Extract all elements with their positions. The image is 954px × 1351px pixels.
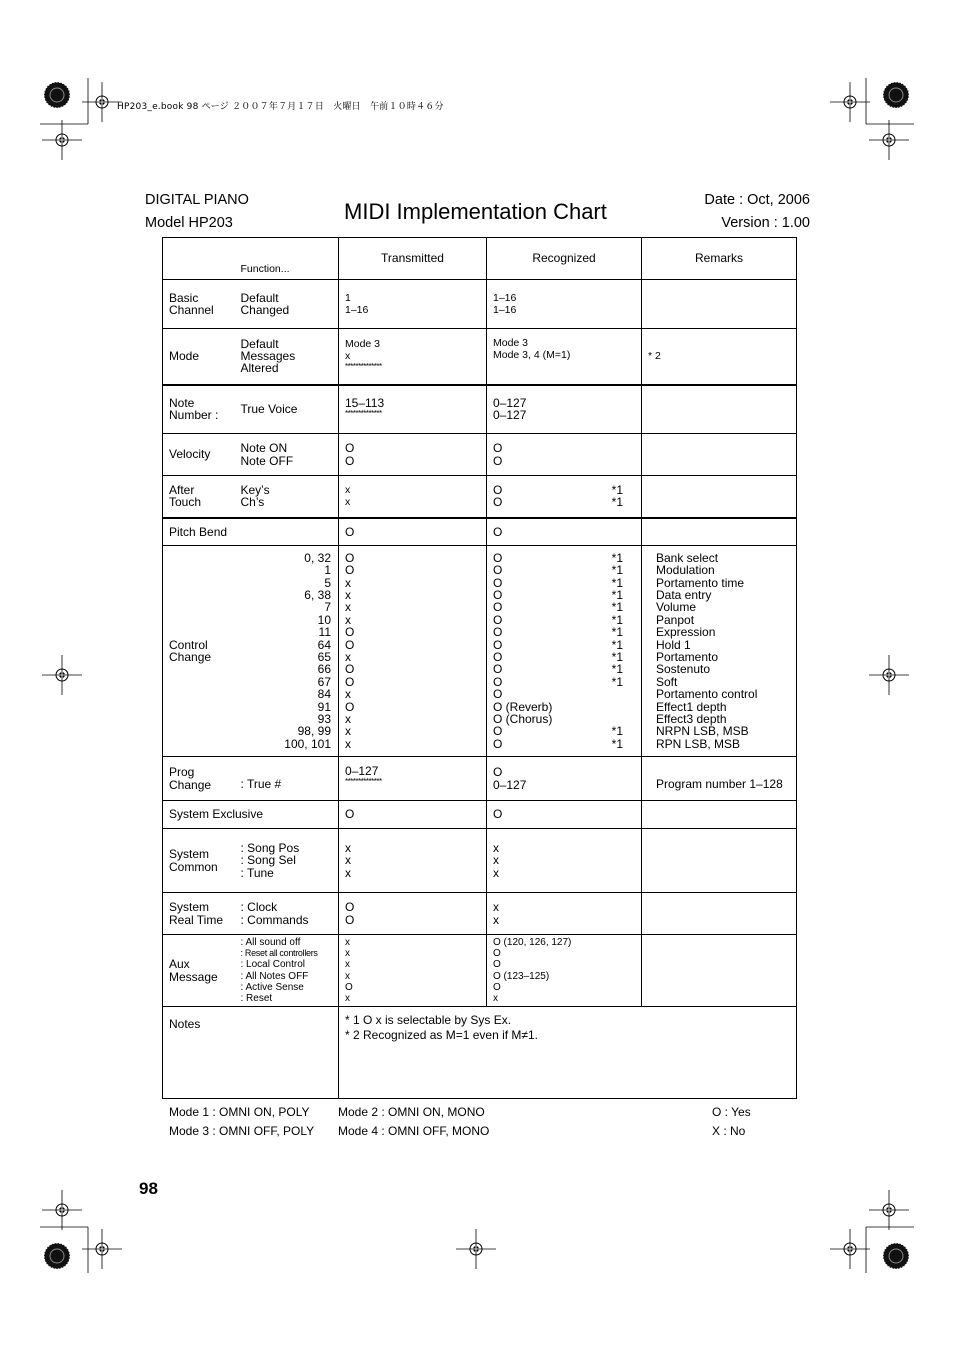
row-label: Control bbox=[169, 637, 208, 652]
cc-rx-list bbox=[487, 546, 642, 757]
rx-value: 1–16 bbox=[493, 291, 517, 304]
rx-value: 0–127 bbox=[493, 395, 527, 410]
page-title: MIDI Implementation Chart bbox=[344, 199, 607, 224]
rx-value: O bbox=[493, 482, 503, 497]
row-label: After bbox=[169, 482, 195, 497]
rx-note: *1 bbox=[611, 482, 623, 497]
tx-value: x bbox=[345, 865, 351, 880]
tx-value: 1–16 bbox=[345, 304, 369, 316]
table-row-pitch-bend bbox=[163, 518, 797, 546]
cc-tx-value: x bbox=[345, 575, 351, 590]
cc-rx-value: O bbox=[493, 736, 503, 751]
legend-mode-3: Mode 3 : OMNI OFF, POLY bbox=[169, 1124, 315, 1138]
row-sublabel: : Clock bbox=[240, 900, 278, 915]
rx-value: O bbox=[493, 441, 503, 456]
rx-note: *1 bbox=[611, 495, 623, 510]
cc-tx-value: x bbox=[345, 736, 351, 751]
rx-value: x bbox=[493, 840, 499, 855]
cc-rx-value: O bbox=[493, 687, 503, 702]
table-row-note-number bbox=[163, 385, 797, 434]
table-header-row bbox=[163, 238, 797, 280]
rx-value: Mode 3 bbox=[493, 337, 529, 349]
row-sublabel: Note OFF bbox=[240, 453, 294, 468]
rx-value: O bbox=[487, 801, 642, 829]
row-label: Common bbox=[169, 859, 218, 874]
cc-tx-value: x bbox=[345, 612, 351, 627]
column-header-function: Function... bbox=[241, 238, 339, 280]
cc-rx-item bbox=[493, 738, 623, 750]
cc-number-list bbox=[241, 546, 339, 757]
cc-number: 0, 32 bbox=[304, 550, 331, 565]
cc-rx-note: *1 bbox=[611, 662, 623, 677]
cc-number: 93 bbox=[317, 712, 331, 727]
cc-number: 7 bbox=[324, 600, 331, 615]
row-sublabel: : Reset bbox=[240, 992, 273, 1004]
cc-remark: Panpot bbox=[656, 612, 695, 627]
cc-remark: Expression bbox=[656, 625, 716, 640]
column-header-transmitted: Transmitted bbox=[339, 238, 487, 280]
row-sublabel: : Song Sel bbox=[240, 853, 296, 868]
tx-value: O bbox=[345, 912, 355, 927]
row-sublabel: : Commands bbox=[240, 912, 309, 927]
midi-implementation-table bbox=[162, 237, 797, 1099]
cc-rx-value: O bbox=[493, 674, 503, 689]
cc-rx-note: *1 bbox=[611, 550, 623, 565]
note-line: * 2 Recognized as M=1 even if M≠1. bbox=[345, 1028, 539, 1042]
tx-value: Mode 3 bbox=[345, 337, 381, 350]
row-sublabel: : Tune bbox=[240, 865, 274, 880]
rx-value: 0–127 bbox=[493, 408, 527, 423]
row-sublabel: Default bbox=[240, 290, 279, 305]
cc-remark: Data entry bbox=[656, 587, 712, 602]
legend-mode-2: Mode 2 : OMNI ON, MONO bbox=[338, 1105, 485, 1119]
rx-value: 0–127 bbox=[493, 777, 527, 792]
cc-rx-note: *1 bbox=[611, 736, 623, 751]
cc-rx-item bbox=[493, 564, 623, 576]
chart-version: Version : 1.00 bbox=[721, 215, 810, 231]
cc-remark: RPN LSB, MSB bbox=[656, 736, 741, 751]
rx-item bbox=[493, 496, 623, 508]
file-info: HP203_e.book 98 ページ ２００７年７月１７日 火曜日 午前１０時４６分 bbox=[117, 102, 444, 112]
table-row-velocity bbox=[163, 434, 797, 476]
cc-rx-note: *1 bbox=[611, 600, 623, 615]
cc-rx-item bbox=[493, 639, 623, 651]
tx-value: O bbox=[345, 453, 355, 468]
cc-rx-note: *1 bbox=[611, 674, 623, 689]
cc-rx-value: O (Chorus) bbox=[493, 712, 553, 727]
row-label: Change bbox=[169, 650, 212, 664]
tx-value: x bbox=[345, 936, 350, 948]
row-sublabel: : Local Control bbox=[240, 959, 305, 971]
rx-value: O bbox=[487, 518, 642, 546]
rx-value: x bbox=[493, 912, 499, 927]
cc-rx-note: *1 bbox=[611, 612, 623, 627]
row-sublabel: Ch’s bbox=[240, 495, 265, 510]
cc-remark: Modulation bbox=[656, 563, 715, 578]
row-label: Velocity bbox=[169, 447, 211, 462]
tx-value: ************** bbox=[345, 777, 382, 787]
cc-rx-value: O bbox=[493, 637, 503, 652]
note-line: * 1 O x is selectable by Sys Ex. bbox=[345, 1013, 512, 1027]
cc-remark: Volume bbox=[656, 600, 697, 615]
rx-item bbox=[493, 484, 623, 496]
table-row-basic-channel bbox=[163, 280, 797, 329]
cc-rx-item bbox=[493, 626, 623, 638]
row-label: Basic bbox=[169, 290, 199, 305]
cc-rx-value: O bbox=[493, 600, 503, 615]
cc-remark: Soft bbox=[656, 674, 678, 689]
legend-no: X : No bbox=[712, 1124, 746, 1138]
cc-number: 67 bbox=[317, 674, 331, 689]
legend-yes: O : Yes bbox=[712, 1105, 751, 1119]
row-label: Notes bbox=[169, 1017, 201, 1031]
cc-rx-note: *1 bbox=[611, 724, 623, 739]
tx-value: ************** bbox=[345, 409, 382, 419]
row-label: Aux bbox=[169, 957, 190, 972]
row-sublabel: : Active Sense bbox=[240, 981, 304, 993]
remarks-value bbox=[642, 518, 797, 546]
cc-tx-value: x bbox=[345, 687, 351, 702]
cc-tx-value: O bbox=[345, 637, 355, 652]
table-row-after-touch bbox=[163, 476, 797, 518]
row-label: System bbox=[169, 900, 210, 915]
rx-value: x bbox=[493, 865, 499, 880]
rx-value: O bbox=[493, 453, 503, 468]
cc-rx-value: O bbox=[493, 724, 503, 739]
cc-remark: Portamento control bbox=[656, 687, 758, 702]
cc-number: 6, 38 bbox=[304, 587, 331, 602]
row-label: System bbox=[169, 847, 210, 862]
rx-value: O bbox=[493, 495, 503, 510]
row-sublabel: : True # bbox=[240, 777, 282, 792]
cc-rx-value: O (Reverb) bbox=[493, 699, 553, 714]
cc-number: 1 bbox=[324, 563, 331, 578]
column-header-remarks: Remarks bbox=[642, 238, 797, 280]
row-sublabel: Default bbox=[240, 336, 279, 351]
row-sublabel: Note ON bbox=[240, 441, 288, 456]
cc-rx-item bbox=[493, 676, 623, 688]
cc-number: 98, 99 bbox=[297, 724, 331, 739]
cc-tx-value: O bbox=[345, 550, 355, 565]
cc-rx-note: *1 bbox=[611, 637, 623, 652]
cc-number: 10 bbox=[317, 612, 331, 627]
rx-value: x bbox=[493, 992, 498, 1004]
rx-value: O bbox=[493, 981, 501, 993]
cc-rx-value: O bbox=[493, 550, 503, 565]
tx-value: x bbox=[345, 970, 350, 982]
row-label: Number : bbox=[169, 408, 219, 423]
cc-tx-value: x bbox=[345, 650, 351, 664]
cc-rx-item bbox=[493, 713, 623, 725]
remarks-value bbox=[642, 801, 797, 829]
cc-rx-note: *1 bbox=[611, 625, 623, 640]
cc-rx-item bbox=[493, 651, 623, 663]
cc-rx-note: *1 bbox=[611, 575, 623, 590]
row-sublabel: Messages bbox=[240, 349, 296, 364]
cc-rx-note: *1 bbox=[611, 587, 623, 602]
row-sublabel: : Song Pos bbox=[240, 840, 300, 855]
column-header-recognized: Recognized bbox=[487, 238, 642, 280]
cc-tx-value: x bbox=[345, 724, 351, 739]
product-name: DIGITAL PIANO bbox=[145, 192, 249, 208]
cc-remark: Portamento bbox=[656, 650, 719, 664]
tx-value: x bbox=[345, 840, 351, 855]
cc-tx-value: O bbox=[345, 625, 355, 640]
tx-value: 15–113 bbox=[345, 395, 385, 410]
row-label: Touch bbox=[169, 495, 202, 510]
cc-rx-item bbox=[493, 688, 623, 700]
cc-tx-list bbox=[339, 546, 487, 757]
row-sublabel: : All sound off bbox=[240, 936, 301, 948]
cc-rx-item bbox=[493, 663, 623, 675]
cc-remark: Effect1 depth bbox=[656, 699, 727, 714]
tx-value: ************** bbox=[345, 362, 382, 372]
cc-tx-value: O bbox=[345, 563, 355, 578]
cc-number: 100, 101 bbox=[284, 736, 331, 751]
cc-remark: Sostenuto bbox=[656, 662, 711, 677]
cc-rx-item bbox=[493, 589, 623, 601]
rx-value: O bbox=[493, 959, 501, 971]
legend-mode-4: Mode 4 : OMNI OFF, MONO bbox=[338, 1124, 490, 1138]
page-number: 98 bbox=[139, 1179, 158, 1198]
tx-value: O bbox=[345, 981, 353, 993]
row-label: Note bbox=[169, 395, 195, 410]
row-label: Channel bbox=[169, 303, 214, 317]
cc-rx-item bbox=[493, 601, 623, 613]
row-label: Pitch Bend bbox=[163, 518, 339, 546]
cc-rx-item bbox=[493, 614, 623, 626]
cc-tx-value: x bbox=[345, 712, 351, 727]
cc-remark: NRPN LSB, MSB bbox=[656, 724, 749, 739]
tx-value: x bbox=[345, 959, 350, 971]
tx-value: x bbox=[345, 483, 351, 496]
cc-remarks-list bbox=[642, 546, 797, 757]
rx-value: x bbox=[493, 853, 499, 868]
row-label: Message bbox=[169, 969, 218, 984]
cc-rx-note: *1 bbox=[611, 650, 623, 664]
cc-tx-value: O bbox=[345, 674, 355, 689]
table-row-system-common bbox=[163, 829, 797, 893]
row-label: Change bbox=[169, 777, 212, 792]
table-row-notes bbox=[163, 1007, 797, 1099]
rx-value: O bbox=[493, 948, 501, 960]
tx-value: x bbox=[345, 350, 351, 363]
cc-rx-item bbox=[493, 725, 623, 737]
rx-value: x bbox=[493, 900, 499, 915]
tx-value: O bbox=[339, 801, 487, 829]
model-name: Model HP203 bbox=[145, 215, 233, 231]
table-row-system-exclusive bbox=[163, 801, 797, 829]
cc-number: 91 bbox=[317, 699, 331, 714]
cc-rx-value: O bbox=[493, 587, 503, 602]
cc-remark: Bank select bbox=[656, 550, 719, 565]
cc-tx-value: x bbox=[345, 600, 351, 615]
chart-date: Date : Oct, 2006 bbox=[704, 192, 810, 208]
tx-value: 1 bbox=[345, 291, 351, 304]
row-sublabel: : Reset all controllers bbox=[240, 948, 318, 959]
cc-rx-note: *1 bbox=[611, 563, 623, 578]
cc-rx-item bbox=[493, 552, 623, 564]
cc-rx-value: O bbox=[493, 650, 503, 664]
legend-mode-1: Mode 1 : OMNI ON, POLY bbox=[169, 1105, 310, 1119]
tx-value: O bbox=[339, 518, 487, 546]
rx-value: O (120, 126, 127) bbox=[493, 936, 572, 948]
row-label: Mode bbox=[169, 349, 200, 364]
row-label: Prog bbox=[169, 765, 195, 780]
cc-rx-value: O bbox=[493, 662, 503, 677]
table-row-system-real-time bbox=[163, 893, 797, 935]
cc-number: 66 bbox=[317, 662, 331, 677]
remarks-value: Program number 1–128 bbox=[656, 777, 783, 792]
table-row-control-change bbox=[163, 546, 797, 757]
cc-tx-value: x bbox=[345, 587, 351, 602]
cc-number: 64 bbox=[317, 637, 331, 652]
cc-rx-value: O bbox=[493, 563, 503, 578]
tx-value: x bbox=[345, 992, 350, 1004]
cc-tx-value: O bbox=[345, 662, 355, 677]
tx-value: O bbox=[345, 441, 355, 456]
table-row-mode bbox=[163, 329, 797, 385]
tx-value: 0–127 bbox=[345, 764, 379, 778]
cc-rx-item bbox=[493, 577, 623, 589]
table-row-aux-message bbox=[163, 935, 797, 1007]
cc-remark: Portamento time bbox=[656, 575, 745, 590]
table-row-prog-change bbox=[163, 757, 797, 801]
cc-rx-value: O bbox=[493, 575, 503, 590]
tx-value: x bbox=[345, 948, 350, 960]
cc-number: 84 bbox=[317, 687, 331, 702]
rx-value: Mode 3, 4 (M=1) bbox=[493, 349, 571, 362]
rx-value: 1–16 bbox=[493, 304, 517, 316]
row-sublabel: Key’s bbox=[240, 482, 270, 497]
row-sublabel: Altered bbox=[240, 361, 279, 376]
tx-value: O bbox=[345, 900, 355, 915]
cc-remark: Effect3 depth bbox=[656, 712, 727, 727]
cc-tx-value: O bbox=[345, 699, 355, 714]
row-sublabel: : All Notes OFF bbox=[240, 970, 309, 982]
cc-rx-value: O bbox=[493, 625, 503, 640]
cc-rx-value: O bbox=[493, 612, 503, 627]
row-sublabel: True Voice bbox=[240, 402, 298, 417]
row-sublabel: Changed bbox=[240, 303, 290, 317]
rx-value: O (123–125) bbox=[493, 970, 550, 982]
rx-value: O bbox=[493, 765, 503, 780]
cc-number: 11 bbox=[318, 625, 331, 640]
remarks-value: * 2 bbox=[648, 350, 661, 363]
row-label: System Exclusive bbox=[163, 801, 339, 829]
tx-value: x bbox=[345, 496, 351, 509]
tx-value: x bbox=[345, 853, 351, 868]
cc-number: 65 bbox=[317, 650, 331, 664]
cc-number: 5 bbox=[324, 575, 331, 590]
row-label: Real Time bbox=[169, 912, 224, 927]
cc-remark: Hold 1 bbox=[656, 637, 691, 652]
